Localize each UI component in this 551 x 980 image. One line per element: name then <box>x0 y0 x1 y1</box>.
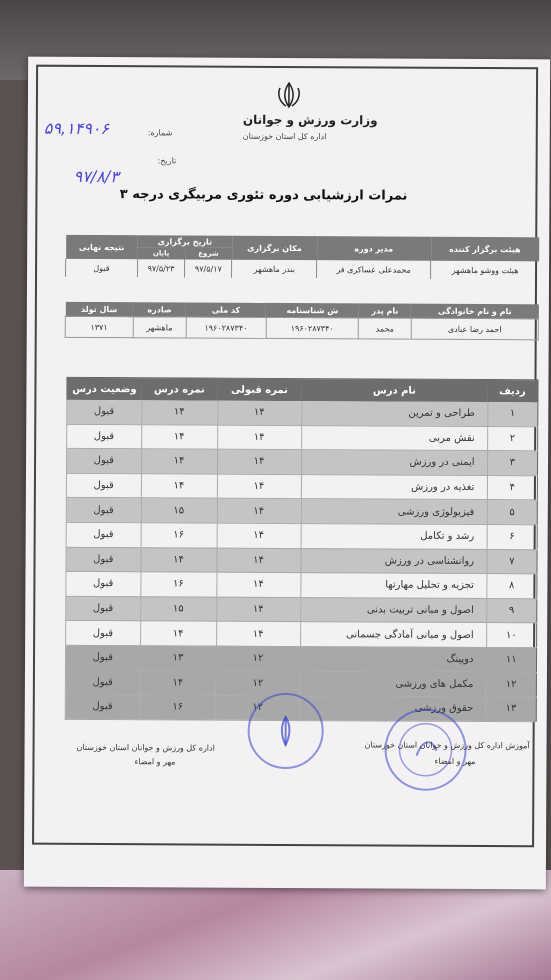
left-sign-label: مهر و امضاء <box>134 757 176 767</box>
cell-passing: ۱۴ <box>216 621 300 646</box>
cell-course: فیزیولوژی ورزشی <box>301 499 487 525</box>
cell-status: قبول <box>67 424 142 449</box>
table-row <box>67 400 538 427</box>
manager-header: مدیر دوره <box>317 236 431 261</box>
cell-status: قبول <box>65 645 140 670</box>
father-header: نام پدر <box>359 303 412 318</box>
cell-passing: ۱۴ <box>217 474 301 499</box>
issued-header: صادره <box>133 302 186 317</box>
document-title: نمرات ارزشیابی دوره تئوری مربیگری درجه ۳ <box>119 187 408 204</box>
cell-course: ایمنی در ورزش <box>301 450 487 476</box>
cell-row: ۹ <box>486 598 537 623</box>
office-name: اداره کل استان خوزستان <box>242 131 327 142</box>
document-sheet <box>24 57 550 890</box>
course-info-table <box>65 235 539 279</box>
cell-status: قبول <box>66 498 141 523</box>
cell-status: قبول <box>66 473 141 498</box>
grades-body <box>65 400 538 722</box>
result-value: قبول <box>66 259 138 277</box>
right-office-signature: آموزش اداره کل ورزش و جوانان استان خوزستان <box>364 740 530 751</box>
birth-year-header: سال تولد <box>65 302 133 317</box>
location-header: مکان برگزاری <box>232 236 317 260</box>
cell-status: قبول <box>65 670 140 695</box>
number-value: ۵۹,۱۴۹۰۶ <box>43 118 110 139</box>
dates-header: تاریخ برگزاری <box>137 235 232 247</box>
cell-row: ۸ <box>486 574 537 599</box>
row-header: ردیف <box>487 380 538 403</box>
ministry-name: وزارت ورزش و جوانان <box>242 112 378 128</box>
cell-status: قبول <box>66 596 141 621</box>
cell-score: ۱۵ <box>140 596 216 621</box>
end-value: ۹۷/۵/۲۳ <box>137 259 184 277</box>
document-frame <box>32 65 538 848</box>
cell-score: ۱۴ <box>140 670 216 695</box>
cell-status: قبول <box>66 449 141 474</box>
iran-emblem-icon <box>274 80 304 110</box>
national-code-header: کد ملی <box>186 302 266 317</box>
cell-status: قبول <box>66 522 141 547</box>
cell-row: ۱۱ <box>486 647 537 672</box>
cell-course: مکمل های ورزشی <box>300 671 486 697</box>
cell-row: ۱ <box>487 402 538 426</box>
cell-status: قبول <box>65 694 140 719</box>
table-row <box>66 596 537 623</box>
cell-passing: ۱۴ <box>216 572 300 597</box>
cell-passing: ۱۲ <box>216 671 300 696</box>
cell-status: قبول <box>66 547 141 572</box>
cell-score: ۱۶ <box>141 523 217 548</box>
cell-course: دوپینگ <box>300 647 486 673</box>
issued-value: ماهشهر <box>133 317 186 338</box>
location-value: بندر ماهشهر <box>232 260 317 278</box>
cell-score: ۱۴ <box>141 424 217 449</box>
table-row <box>66 547 537 574</box>
organizer-header: هیئت برگزار کننده <box>431 237 540 262</box>
end-header: پایان <box>137 247 184 259</box>
table-row <box>66 572 537 599</box>
stamp-emblem-icon <box>249 695 321 767</box>
cell-passing: ۱۴ <box>216 597 300 622</box>
cell-score: ۱۴ <box>141 449 217 474</box>
official-stamp-left <box>247 693 323 769</box>
cell-passing: ۱۴ <box>217 499 301 524</box>
birth-year-value: ۱۳۷۱ <box>65 316 133 337</box>
id-number-header: ش شناسنامه <box>266 303 359 318</box>
cell-course: نقش مربی <box>301 425 487 451</box>
cell-score: ۱۴ <box>140 621 216 646</box>
cell-row: ۱۰ <box>486 623 537 648</box>
cell-course: روانشناسی در ورزش <box>300 548 486 574</box>
cell-score: ۱۴ <box>141 400 217 424</box>
table-row <box>66 522 537 549</box>
cell-course: رشد و تکامل <box>301 524 487 550</box>
manager-value: محمدعلی عساکری فر <box>317 260 431 279</box>
cell-row: ۲ <box>487 426 538 451</box>
table-row <box>66 473 537 500</box>
cell-course: حقوق ورزشی <box>300 696 486 722</box>
cell-row: ۷ <box>486 549 537 574</box>
cell-passing: ۱۴ <box>217 401 301 426</box>
cell-score: ۱۵ <box>141 498 217 523</box>
cell-course: تغذیه در ورزش <box>301 474 487 500</box>
cell-passing: ۱۲ <box>216 695 300 720</box>
grades-table <box>65 377 539 722</box>
left-office-signature: اداره کل ورزش و جوانان استان خوزستان <box>76 742 215 753</box>
score-header: نمره درس <box>141 378 217 401</box>
cell-row: ۴ <box>487 475 538 500</box>
table-row <box>66 621 537 648</box>
right-sign-label: مهر و امضاء <box>434 756 476 766</box>
table-row <box>65 645 536 672</box>
start-value: ۹۷/۵/۱۷ <box>185 259 232 277</box>
cell-row: ۱۲ <box>486 672 537 697</box>
cell-course: اصول و مبانی آمادگی جسمانی <box>300 622 486 648</box>
cell-course: طراحی و تمرین <box>301 401 487 426</box>
course-header: نام درس <box>301 379 487 402</box>
cell-status: قبول <box>66 621 141 646</box>
table-row <box>66 449 537 476</box>
cell-score: ۱۶ <box>140 572 216 597</box>
cell-status: قبول <box>67 400 142 424</box>
cell-row: ۱۳ <box>486 697 537 722</box>
name-header: نام و نام خانوادگی <box>411 304 538 319</box>
cell-status: قبول <box>66 572 141 597</box>
table-row <box>66 498 537 525</box>
date-label: تاریخ: <box>157 156 177 166</box>
result-header: نتیجه نهایی <box>66 235 138 259</box>
cell-score: ۱۴ <box>141 474 217 499</box>
passing-header: نمره قبولی <box>217 378 301 401</box>
status-header: وضعیت درس <box>67 377 142 400</box>
cell-score: ۱۶ <box>140 695 216 720</box>
cell-course: اصول و مبانی تربیت بدنی <box>300 597 486 623</box>
id-number-value: ۱۹۶۰۲۸۷۳۴۰ <box>266 317 359 338</box>
cell-passing: ۱۲ <box>216 646 300 671</box>
cell-passing: ۱۴ <box>217 449 301 474</box>
table-row <box>65 670 536 697</box>
person-info-table <box>65 302 539 340</box>
cell-passing: ۱۴ <box>217 425 301 450</box>
father-value: محمد <box>358 318 411 339</box>
date-value: ۹۷/۸/۳ <box>73 166 119 187</box>
cell-score: ۱۴ <box>140 547 216 572</box>
number-label: شماره: <box>147 128 173 138</box>
cell-row: ۳ <box>487 451 538 476</box>
cell-row: ۶ <box>487 525 538 550</box>
name-value: احمد رضا عبادی <box>411 318 538 340</box>
cell-passing: ۱۴ <box>216 548 300 573</box>
table-row <box>67 424 538 451</box>
national-code-value: ۱۹۶۰۲۸۷۳۴۰ <box>186 317 266 338</box>
start-header: شروع <box>185 247 232 259</box>
cell-score: ۱۳ <box>140 646 216 671</box>
organizer-value: هیئت ووشو ماهشهر <box>431 261 540 280</box>
cell-passing: ۱۴ <box>217 523 301 548</box>
cell-row: ۵ <box>487 500 538 525</box>
cell-course: تجزیه و تحلیل مهارتها <box>300 573 486 599</box>
